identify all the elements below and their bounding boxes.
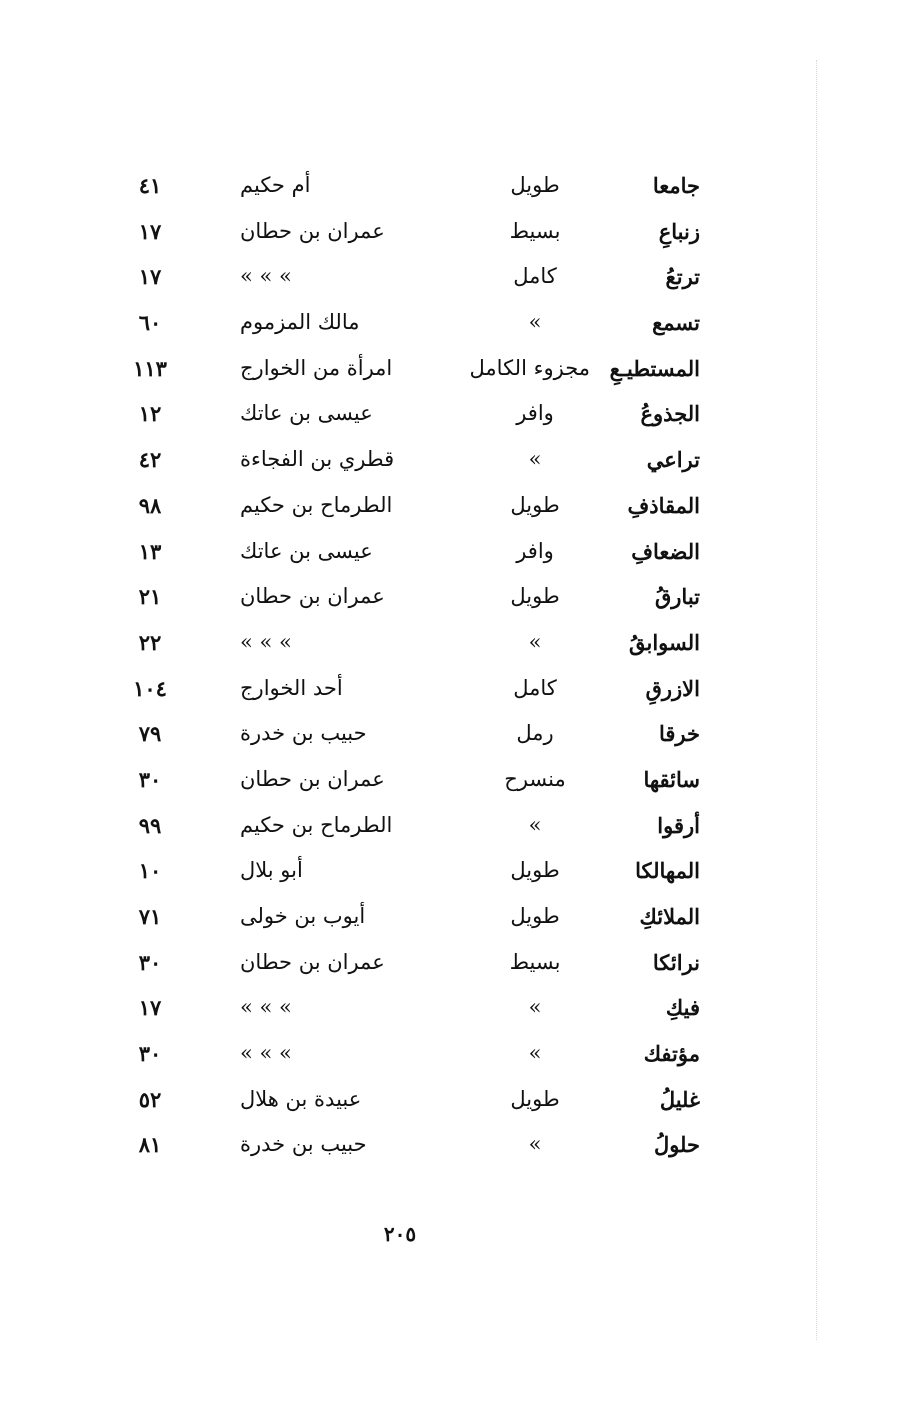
rhyme-word: نرائكا	[652, 949, 700, 975]
rhyme-word: المهالكا	[635, 858, 700, 884]
page-ref: ٤١	[138, 173, 162, 198]
poet: » » »	[240, 264, 292, 289]
meter: »	[528, 995, 542, 1020]
table-row	[90, 711, 730, 757]
rhyme-word: الازرقِ	[645, 675, 700, 701]
table-row	[90, 1122, 730, 1168]
page-ref: ١٧	[138, 218, 162, 244]
poet: عيسى بن عاتك	[240, 538, 373, 563]
rhyme-word: الجذوعُ	[640, 401, 700, 427]
poet: أم حكيم	[240, 173, 311, 197]
page-ref: ٣٠	[138, 766, 162, 792]
poet: قطري بن الفجاءة	[240, 447, 395, 472]
rhyme-word: أرقوا	[657, 812, 700, 838]
rhyme-word: تسمع	[652, 310, 700, 336]
meter: »	[528, 629, 542, 654]
meter: طويل	[510, 492, 560, 517]
table-row	[90, 163, 730, 209]
table-row	[90, 940, 730, 986]
poet: عمران بن حطان	[240, 218, 385, 243]
meter: مجزوء الكامل	[469, 355, 590, 380]
meter: طويل	[510, 584, 560, 609]
table-row	[90, 483, 730, 529]
page-ref: ١٠	[138, 858, 162, 884]
rhyme-word: مؤتفك	[643, 1041, 700, 1067]
rhyme-word: خرقا	[658, 721, 700, 747]
rhyme-word: تبارقُ	[654, 584, 700, 610]
page-ref: ١١٣	[133, 355, 167, 381]
page-ref: ٩٩	[138, 812, 162, 838]
page-number: ٢٠٥	[383, 1222, 417, 1246]
table-row	[90, 437, 730, 483]
page-ref: ١٢	[138, 401, 162, 427]
table-row	[90, 1031, 730, 1077]
table-row	[90, 620, 730, 666]
meter: طويل	[510, 904, 560, 928]
meter: »	[528, 447, 542, 472]
page-ref: ٨١	[138, 1132, 162, 1158]
table-row	[90, 574, 730, 620]
table-row	[90, 848, 730, 894]
page-ref: ١٠٤	[133, 675, 167, 701]
rhyme-word: تراعي	[646, 447, 700, 473]
meter: طويل	[510, 858, 560, 883]
rhyme-word: حلولُ	[653, 1132, 700, 1158]
poet: عمران بن حطان	[240, 766, 385, 791]
table-row	[90, 346, 730, 392]
page-ref: ٤٢	[138, 447, 162, 473]
table-row	[90, 666, 730, 712]
table-row	[90, 391, 730, 437]
rhyme-word: سائقها	[643, 766, 700, 792]
poet: أيوب بن خولى	[240, 904, 366, 928]
page-ref: ٣٠	[138, 949, 162, 975]
table-row	[90, 894, 730, 940]
page-ref: ١٣	[138, 538, 162, 564]
poet: » » »	[240, 629, 292, 654]
page-ref: ٧٩	[138, 721, 162, 747]
page-ref: ٩٨	[138, 492, 162, 518]
poet: الطرماح بن حكيم	[240, 492, 393, 517]
rhyme-word: زنباعِ	[658, 218, 700, 244]
page-ref: ٣٠	[138, 1041, 162, 1067]
page-ref: ١٧	[138, 264, 162, 290]
meter: منسرح	[504, 766, 566, 791]
poet: عيسى بن عاتك	[240, 401, 373, 426]
poet: الطرماح بن حكيم	[240, 812, 393, 837]
poet: أبو بلال	[240, 858, 303, 883]
meter: طويل	[510, 173, 560, 197]
rhyme-word: فيكِ	[665, 995, 700, 1021]
rhyme-word: ترتعُ	[665, 264, 700, 290]
meter: كامل	[513, 675, 557, 700]
page-ref: ٧١	[138, 904, 162, 929]
poet: مالك المزموم	[240, 310, 360, 335]
page-ref: ٦٠	[138, 310, 162, 336]
rhyme-word: جامعا	[652, 173, 700, 198]
meter: وافر	[516, 538, 554, 563]
meter: بسيط	[509, 218, 561, 243]
table-row	[90, 300, 730, 346]
meter: وافر	[516, 401, 554, 426]
table-row	[90, 529, 730, 575]
rhyme-word: الضعافِ	[631, 538, 700, 564]
page-ref: ٢١	[138, 584, 162, 610]
poet: عمران بن حطان	[240, 584, 385, 609]
table-row	[90, 985, 730, 1031]
poet: عمران بن حطان	[240, 949, 385, 974]
meter: كامل	[513, 264, 557, 289]
rhyme-word: الملائكِ	[639, 904, 700, 929]
rhyme-word: السوابقُ	[628, 629, 700, 655]
meter: بسيط	[509, 949, 561, 974]
page-ref: ١٧	[138, 995, 162, 1021]
meter: »	[528, 310, 542, 335]
meter: »	[528, 812, 542, 837]
meter: طويل	[510, 1086, 560, 1111]
table-row	[90, 1077, 730, 1123]
table-row	[90, 803, 730, 849]
rhyme-index-table	[90, 163, 730, 1168]
table-row	[90, 254, 730, 300]
poet: أحد الخوارج	[240, 675, 343, 700]
meter: رمل	[516, 721, 554, 746]
rhyme-word: المستطيـعِ	[609, 355, 700, 381]
meter: »	[528, 1041, 542, 1066]
margin-dotted-line	[815, 60, 817, 1340]
poet: حبيب بن خدرة	[240, 721, 367, 746]
rhyme-word: المقاذفِ	[627, 492, 700, 518]
poet: عبيدة بن هلال	[240, 1086, 362, 1111]
poet: امرأة من الخوارج	[240, 355, 393, 380]
page-ref: ٥٢	[138, 1086, 162, 1112]
page-ref: ٢٢	[138, 629, 162, 655]
table-row	[90, 209, 730, 255]
rhyme-word: غليلُ	[659, 1086, 700, 1112]
poet: » » »	[240, 995, 292, 1020]
table-row	[90, 757, 730, 803]
poet: » » »	[240, 1041, 292, 1066]
meter: »	[528, 1132, 542, 1157]
poet: حبيب بن خدرة	[240, 1132, 367, 1157]
